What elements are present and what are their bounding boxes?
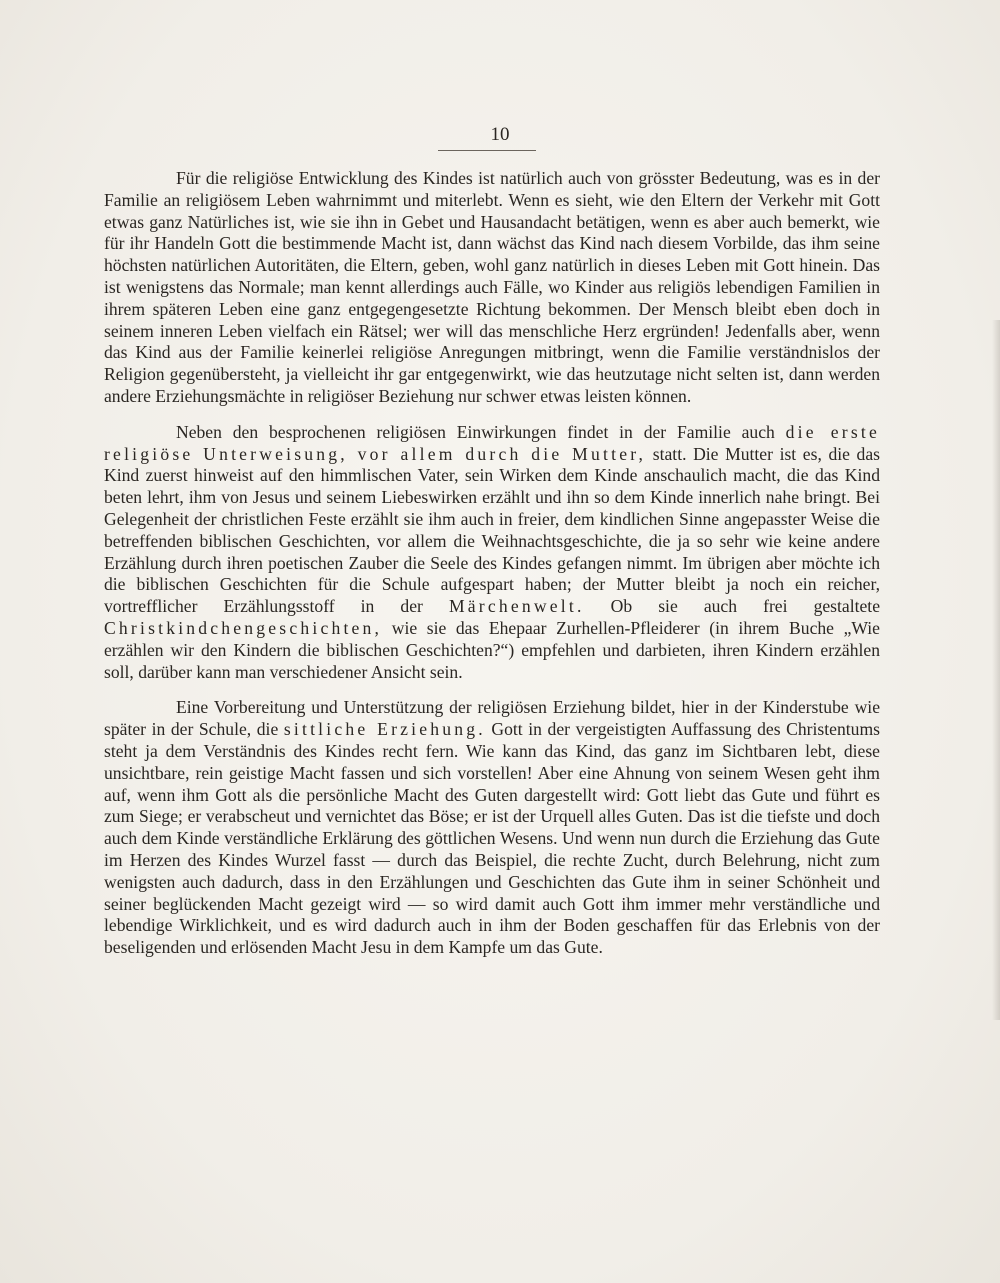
paragraph-3-text-a: Eine Vorbereitung und Unterstützung der religiösen Erziehung bildet, hier in der Kinderstube wie später in der Schule, die: [104, 697, 880, 740]
paragraph-1: [104, 168, 880, 408]
spaced-emphasis-christkindchen: Christkindchengeschichten,: [104, 617, 383, 638]
paragraph-2-text-b: statt. Die Mutter ist es, die das Kind zuerst hinweist auf den himmlischen Vater, sein Wirken dem Kinde anschaulich macht, die das Kind beten lehrt, ihm von Jesus und seinem Liebeswirken erzählt und ihn so dem Kinde innerlich nahe bringt. Bei Gelegenheit der christlichen Feste erzählt sie ihm auch in freier, dem kindlichen Sinne angepasster Weise die betreffenden biblischen Geschichten, vor allem die Weihnachtsgeschichte, die ja so sehr wie keine andere Erzählung durch ihren poetischen Zauber die Seele des Kindes gefangen nimmt. Im übrigen aber möchte ich die biblischen Geschichten für die Schule aufgespart haben; der Mutter bleibt ja noch ein reicher, vortrefflicher Erzählungsstoff in der: [104, 443, 880, 617]
spaced-emphasis-sittliche-erziehung: sittliche Erziehung.: [283, 719, 486, 740]
page-number-rule: [438, 150, 536, 151]
page-number: 10: [490, 124, 510, 145]
paragraph-1-text: Für die religiöse Entwicklung des Kindes ist natürlich auch von grösster Bedeutung, was es in der Familie an religiösem Leben wahrnimmt und miterlebt. Wenn es sieht, wie den Eltern der Verkehr mit Gott etwas ganz Natürliches ist, wie sie ihn in Gebet und Hausandacht betätigen, wenn es aber auch bemerkt, wie für ihr Handeln Gott die bestimmende Macht ist, dann wächst das Kind nach diesem Vorbilde, das ihm seine höchsten natürlichen Autoritäten, die Eltern, geben, wohl ganz natürlich in dieses Leben mit Gott hinein. Das ist wenigstens das Normale; man kennt allerdings auch Fälle, wo Kinder aus religiös lebendigen Familien in ihrem späteren Leben eine ganz entgegengesetzte Richtung bekommen. Der Mensch bleibt eben doch in seinem inneren Leben vielfach ein Rätsel; wer will das menschliche Herz ergründen! Jedenfalls aber, wenn das Kind aus der Familie keinerlei religiöse Anregungen mitbringt, wenn die Familie verständnislos der Religion gegenübersteht, ja vielleicht ihr gar entgegenwirkt, wie das heutzutage nicht selten ist, dann werden andere Erziehungsmächte in religiöser Beziehung nur schwer etwas leisten können.: [104, 168, 880, 406]
paragraph-3: [104, 697, 880, 959]
paragraph-2-text-c: Ob sie auch frei gestaltete: [584, 596, 880, 617]
paragraph-3-text-b: Gott in der vergeistigten Auffassung des Christentums steht ja dem Verständnis des Kindes recht fern. Wie kann das Kind, das ganz im Sichtbaren lebt, diese unsichtbare, rein geistige Macht fassen und sich vorstellen! Aber eine Ahnung von seinem Wesen geht ihm auf, wenn ihm Gott als die persönliche Macht des Guten dargestellt wird: Gott liebt das Gute und führt es zum Siege; er verabscheut und vernichtet das Böse; er ist der Urquell alles Guten. Das ist die tiefste und doch auch dem Kinde verständliche Erklärung des göttlichen Wesens. Und wenn nun durch die Erziehung das Gute im Herzen des Kindes Wurzel fasst — durch das Beispiel, die rechte Zucht, durch Belehrung, nicht zum wenigsten auch dadurch, dass in den Erzählungen und Geschichten das Gute ihm in seiner Schönheit und seiner beglückenden Macht gezeigt wird — so wird damit auch Gott ihm immer mehr verständliche und lebendige Wirklichkeit, und es wird dadurch auch in ihm der Boden geschaffen für das Erlebnis von der beseligenden und erlösenden Macht Jesu in dem Kampfe um das Gute.: [104, 719, 880, 958]
paragraph-2-text-a: Neben den besprochenen religiösen Einwirkungen findet in der Familie auch: [176, 421, 786, 442]
paragraph-2: [104, 422, 880, 684]
spaced-emphasis-maerchenwelt: Märchenwelt.: [448, 596, 585, 617]
text-body: [104, 168, 880, 970]
spaced-emphasis-unterweisung: die erste religiöse Unterweisung, vor allem durch die Mutter,: [104, 421, 880, 464]
paragraph-2-text-d: wie sie das Ehepaar Zurhellen-Pfleiderer (in ihrem Buche „Wie erzählen wir den Kindern die biblischen Geschichten?“) empfehlen und darbieten, ihren Kindern erzählen soll, darüber kann man verschiedener Ansicht sein.: [104, 617, 880, 682]
page-edge-shadow: [992, 320, 1000, 1020]
